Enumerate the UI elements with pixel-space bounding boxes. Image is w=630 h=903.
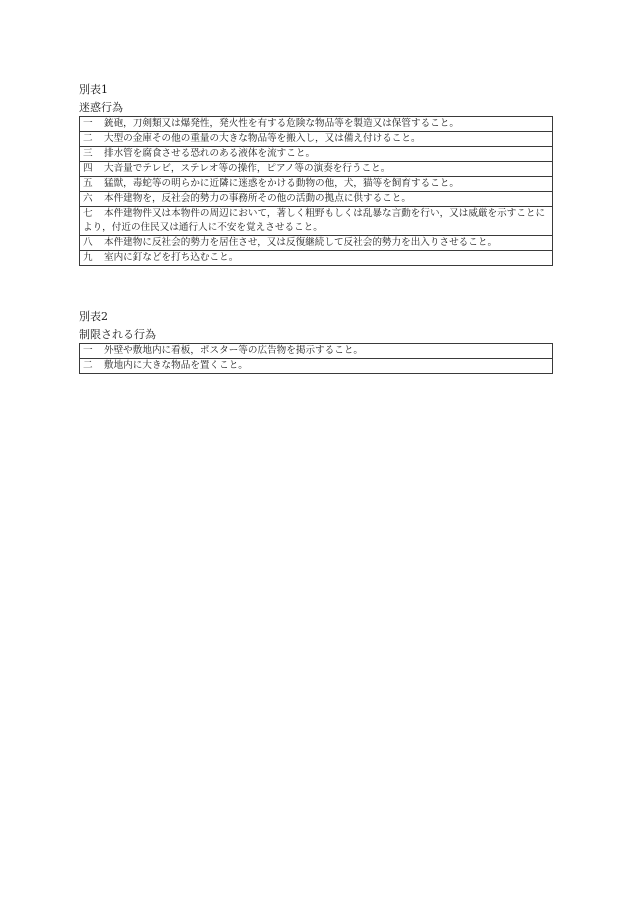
item-text: 本件建物を，反社会的勢力の事務所その他の活動の拠点に供すること。 bbox=[104, 193, 411, 204]
item-number: 七 bbox=[83, 208, 93, 219]
item-text: 排水管を腐食させる恐れのある液体を流すこと。 bbox=[104, 148, 316, 159]
item-text: 大音量でテレビ，ステレオ等の操作，ピアノ等の演奏を行うこと。 bbox=[104, 163, 391, 174]
table-row bbox=[80, 162, 553, 177]
item-number: 六 bbox=[83, 193, 93, 204]
item-text: 猛獣，毒蛇等の明らかに近隣に迷惑をかける動物の他，犬，猫等を飼育すること。 bbox=[104, 178, 459, 189]
table-cell bbox=[80, 207, 553, 236]
item-number: 一 bbox=[83, 345, 93, 356]
table-cell bbox=[80, 117, 553, 132]
item-text: 室内に釘などを打ち込むこと。 bbox=[104, 252, 239, 263]
table-cell bbox=[80, 192, 553, 207]
table-row bbox=[80, 147, 553, 162]
table-cell bbox=[80, 162, 553, 177]
item-number: 九 bbox=[83, 252, 93, 263]
table-row bbox=[80, 132, 553, 147]
table-row bbox=[80, 177, 553, 192]
item-text: 大型の金庫その他の重量の大きな物品等を搬入し，又は備え付けること。 bbox=[104, 133, 421, 144]
item-text: 銃砲，刀剣類又は爆発性，発火性を有する危険な物品等を製造又は保管すること。 bbox=[104, 118, 459, 129]
table-row bbox=[80, 251, 553, 266]
item-number: 四 bbox=[83, 163, 93, 174]
table-row bbox=[80, 207, 553, 236]
item-number: 八 bbox=[83, 237, 93, 248]
item-number: 五 bbox=[83, 178, 93, 189]
item-number: 一 bbox=[83, 118, 93, 129]
item-number: 二 bbox=[83, 133, 93, 144]
item-text: 外壁や敷地内に看板，ポスター等の広告物を掲示すること。 bbox=[104, 345, 364, 356]
item-number: 二 bbox=[83, 360, 93, 371]
item-number: 三 bbox=[83, 148, 93, 159]
table-row bbox=[80, 117, 553, 132]
item-text: 本件建物に反社会的勢力を居住させ，又は反復継続して反社会的勢力を出入りさせること。 bbox=[104, 237, 498, 248]
appendix-table-1 bbox=[79, 82, 553, 266]
table-cell bbox=[80, 236, 553, 251]
table-cell bbox=[80, 359, 553, 374]
appendix-table-2 bbox=[79, 309, 553, 374]
table-cell bbox=[80, 344, 553, 359]
appendix-heading: 迷惑行為 bbox=[79, 101, 123, 114]
item-text: 本件建物件又は本物件の周辺において，著しく粗野もしくは乱暴な言動を行い，又は威厳を示すことにより，付近の住民又は通行人に不安を覚えさせること。 bbox=[83, 208, 546, 233]
table-row bbox=[80, 344, 553, 359]
table-row bbox=[80, 192, 553, 207]
table-cell bbox=[80, 177, 553, 192]
appendix-heading: 制限される行為 bbox=[79, 328, 156, 341]
table-cell bbox=[80, 132, 553, 147]
item-text: 敷地内に大きな物品を置くこと。 bbox=[104, 360, 248, 371]
table-row bbox=[80, 359, 553, 374]
restricted-acts-table bbox=[79, 343, 553, 374]
table-row bbox=[80, 236, 553, 251]
table-cell bbox=[80, 147, 553, 162]
prohibited-acts-table bbox=[79, 116, 553, 266]
table-cell bbox=[80, 251, 553, 266]
appendix-title: 別表2 bbox=[79, 310, 108, 323]
appendix-title: 別表1 bbox=[79, 83, 108, 96]
